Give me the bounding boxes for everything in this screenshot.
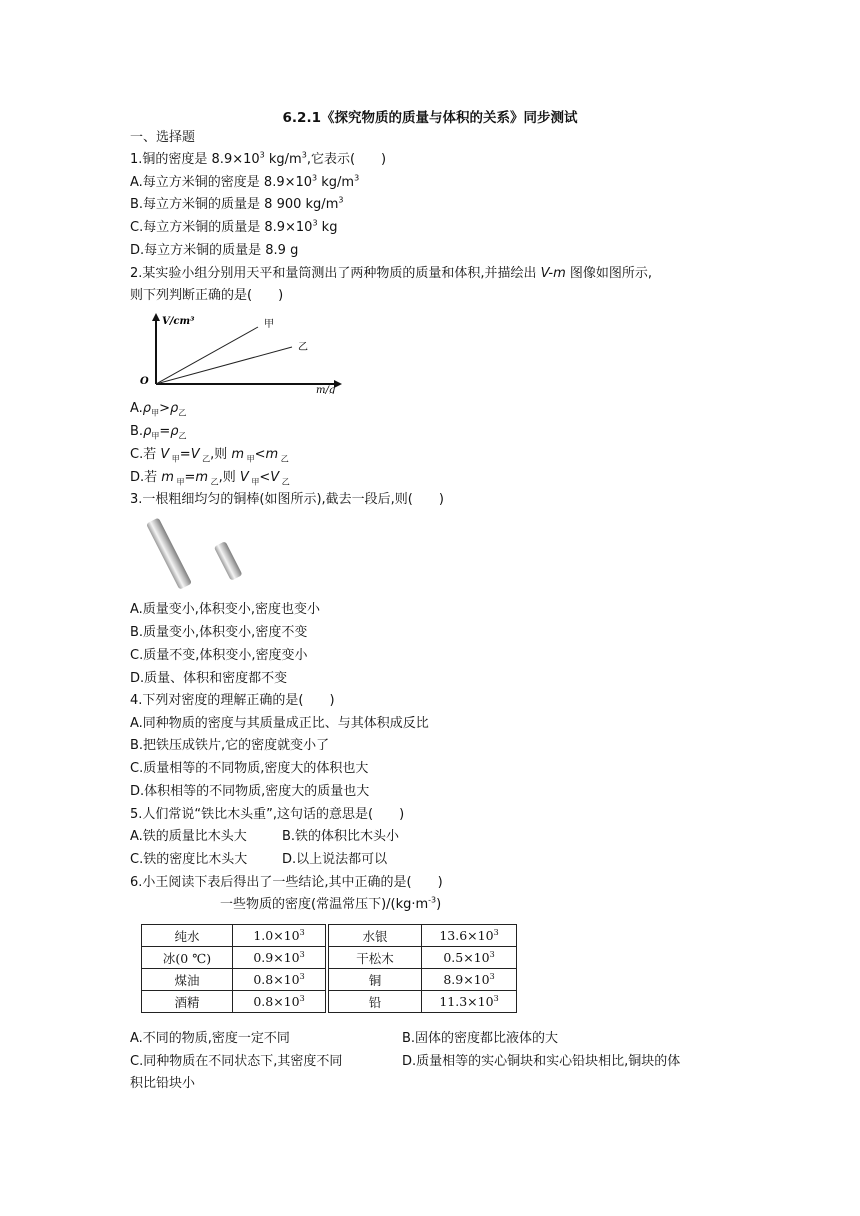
q6-option-a: A.不同的物质,密度一定不同 xyxy=(130,1031,290,1046)
q6-option-d-line1: D.质量相等的实心铜块和实心铅块相比,铜块的体 xyxy=(402,1054,681,1069)
cell-density: $11.3\times 10^3$ xyxy=(422,991,517,1013)
vm-graph xyxy=(136,312,348,394)
line-jia-label: 甲 xyxy=(264,319,274,330)
q4-stem: 4.下列对密度的理解正确的是( ) xyxy=(130,693,335,708)
q5-option-a: A.铁的质量比木头大 xyxy=(130,829,247,844)
cell-density: $0.8\times 10^3$ xyxy=(233,969,326,991)
q2-option-b: $B.\rho_甲=\rho_乙$ xyxy=(130,424,187,441)
cell-density: $0.5\times 10^3$ xyxy=(422,947,517,969)
cell-density: $0.8\times 10^3$ xyxy=(233,991,326,1013)
origin-label: O xyxy=(140,376,149,387)
table-row xyxy=(142,969,517,991)
q2-stem-line2: 则下列判断正确的是( ) xyxy=(130,288,284,303)
line-yi-label: 乙 xyxy=(298,342,308,353)
q4-option-a: A.同种物质的密度与其质量成正比、与其体积成反比 xyxy=(130,716,429,731)
q1-option-b: B.每立方米铜的质量是 8 900 $kg/m^3$ xyxy=(130,195,344,212)
q4-option-d: D.体积相等的不同物质,密度大的质量也大 xyxy=(130,784,370,799)
cell-substance: 干松木 xyxy=(329,947,422,969)
q3-option-a: A.质量变小,体积变小,密度也变小 xyxy=(130,602,321,617)
cell-substance: 冰(0 ℃) xyxy=(142,947,233,969)
q3-stem: 3.一根粗细均匀的铜棒(如图所示),截去一段后,则( ) xyxy=(130,492,444,507)
q1-option-c: C.每立方米铜的质量是 $8.9\times 10^3$ kg xyxy=(130,218,338,235)
q6-option-b: B.固体的密度都比液体的大 xyxy=(402,1031,559,1046)
density-table xyxy=(141,924,517,1013)
q5-option-b: B.铁的体积比木头小 xyxy=(282,829,400,844)
cell-substance: 水银 xyxy=(329,925,422,947)
q5-option-c: C.铁的密度比木头大 xyxy=(130,852,248,867)
q6-option-c: C.同种物质在不同状态下,其密度不同 xyxy=(130,1054,343,1069)
q2-option-a: $A.\rho_甲>\rho_乙$ xyxy=(130,401,187,418)
q3-option-d: D.质量、体积和密度都不变 xyxy=(130,671,288,686)
cell-substance: 铅 xyxy=(329,991,422,1013)
q2-stem-line1: 2.某实验小组分别用天平和量筒测出了两种物质的质量和体积,并描绘出 V-m 图像如图所示, xyxy=(130,266,653,281)
cell-substance: 铜 xyxy=(329,969,422,991)
page-title: 6.2.1《探究物质的质量与体积的关系》同步测试 xyxy=(282,110,578,126)
q6-option-d-line2: 积比铅块小 xyxy=(130,1076,196,1091)
q5-option-d: D.以上说法都可以 xyxy=(282,852,388,867)
table-row xyxy=(142,925,517,947)
q4-option-b: B.把铁压成铁片,它的密度就变小了 xyxy=(130,738,330,753)
cell-density: $0.9\times 10^3$ xyxy=(233,947,326,969)
section-heading: 一、选择题 xyxy=(130,130,196,145)
q2-option-c: C.若 V $_甲$=V $_乙$,则 m $_甲$<m $_乙$ xyxy=(130,447,289,464)
q3-option-c: C.质量不变,体积变小,密度变小 xyxy=(130,648,308,663)
line-yi xyxy=(156,347,292,384)
table-caption: 一些物质的密度(常温常压下)$/(kg\cdot m^{-3})$ xyxy=(220,895,442,912)
cell-density: $8.9\times 10^3$ xyxy=(422,969,517,991)
q5-stem: 5.人们常说“铁比木头重”,这句话的意思是( ) xyxy=(130,807,405,822)
short-rod xyxy=(214,541,243,581)
copper-rods-image xyxy=(140,518,258,590)
cell-density: $13.6\times 10^3$ xyxy=(422,925,517,947)
q1-option-a: A.每立方米铜的密度是 $8.9\times 10^3$ $kg/m^3$ xyxy=(130,173,360,190)
q2-option-d: D.若 m $_甲$=m $_乙$,则 V $_甲$<V $_乙$ xyxy=(130,470,290,487)
q1-option-d: D.每立方米铜的质量是 8.9 g xyxy=(130,243,299,258)
y-axis-arrow xyxy=(152,313,160,321)
q6-stem: 6.小王阅读下表后得出了一些结论,其中正确的是( ) xyxy=(130,875,443,890)
q1-stem: 1.铜的密度是 $8.9\times 10^3$ $kg/m^3$,它表示( ) xyxy=(130,150,387,167)
long-rod xyxy=(146,518,192,590)
line-jia xyxy=(156,327,258,384)
cell-substance: 煤油 xyxy=(142,969,233,991)
cell-substance: 酒精 xyxy=(142,991,233,1013)
cell-substance: 纯水 xyxy=(142,925,233,947)
cell-density: $1.0\times 10^3$ xyxy=(233,925,326,947)
table-row xyxy=(142,991,517,1013)
y-axis-label: V/cm³ xyxy=(162,316,195,327)
x-axis-label: m/g xyxy=(316,385,336,394)
q3-option-b: B.质量变小,体积变小,密度不变 xyxy=(130,625,308,640)
table-row xyxy=(142,947,517,969)
q4-option-c: C.质量相等的不同物质,密度大的体积也大 xyxy=(130,761,369,776)
